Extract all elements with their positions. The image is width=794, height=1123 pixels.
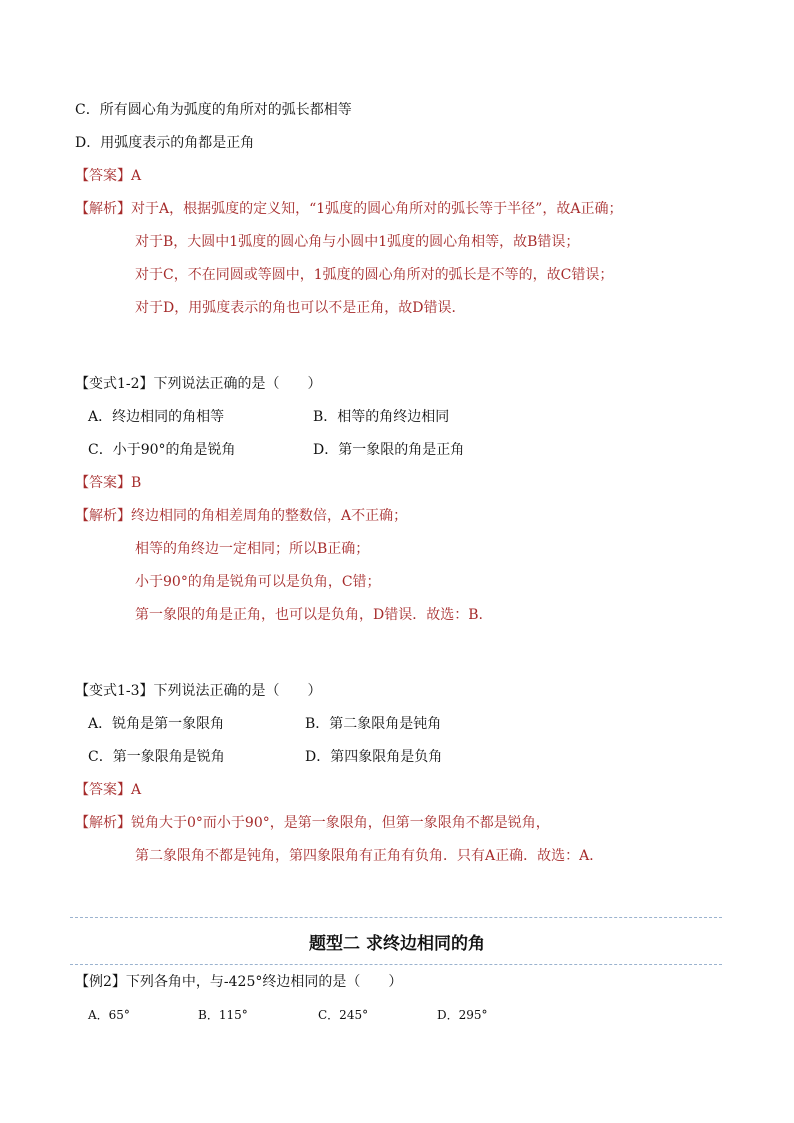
- analysis-row: [75, 814, 550, 832]
- analysis-line: 小于90°的角是锐角可以是负角，C错；: [135, 574, 381, 590]
- option-b: B．相等的角终边相同: [313, 409, 450, 425]
- option-b: B．115°: [198, 1008, 248, 1022]
- question-stem: 【变式1-2】下列说法正确的是（ ）: [75, 376, 322, 392]
- analysis-line: 第一象限的角是正角，也可以是负角，D错误．故选：B.: [135, 607, 483, 623]
- option-d: D．第一象限的角是正角: [313, 442, 465, 458]
- option-c: C．245°: [318, 1008, 369, 1022]
- answer-label: 【答案】: [75, 475, 131, 491]
- option-c: C．所有圆心角为弧度的角所对的弧长都相等: [75, 102, 352, 118]
- answer-label: 【答案】: [75, 782, 131, 798]
- analysis-line: 对于D，用弧度表示的角也可以不是正角，故D错误．: [135, 300, 466, 316]
- option-a: A．锐角是第一象限角: [88, 716, 225, 732]
- option-c: C．第一象限角是锐角: [88, 749, 225, 765]
- question-stem: 【例2】下列各角中，与-425°终边相同的是（ ）: [75, 974, 403, 990]
- section-divider-top: [70, 917, 722, 918]
- analysis-label: 【解析】: [75, 508, 131, 524]
- option-c: C．小于90°的角是锐角: [88, 442, 236, 458]
- answer-label: 【答案】: [75, 168, 131, 184]
- analysis-line: 相等的角终边一定相同；所以B正确；: [135, 541, 370, 557]
- option-d: D．295°: [437, 1008, 488, 1022]
- analysis-row: [75, 507, 407, 525]
- answer-value: B: [131, 475, 142, 491]
- analysis-line: 第二象限角不都是钝角，第四象限角有正角有负角．只有A正确．故选：A．: [135, 848, 604, 864]
- analysis-line: 对于C，不在同圆或等圆中，1弧度的圆心角所对的弧长是不等的，故C错误；: [135, 267, 614, 283]
- analysis-label: 【解析】: [75, 201, 131, 217]
- analysis-line: 对于A，根据弧度的定义知，“1弧度的圆心角所对的弧长等于半径”，故A正确；: [131, 201, 623, 217]
- answer-value: A: [131, 168, 142, 184]
- question-stem: 【变式1-3】下列说法正确的是（ ）: [75, 683, 322, 699]
- option-d: D．用弧度表示的角都是正角: [75, 135, 255, 151]
- section-title: 题型二 求终边相同的角: [309, 934, 485, 954]
- answer-row: [75, 474, 141, 492]
- analysis-line: 锐角大于0°而小于90°，是第一象限角，但第一象限角不都是锐角，: [131, 815, 550, 831]
- option-b: B．第二象限角是钝角: [305, 716, 442, 732]
- section-divider-bottom: [70, 964, 722, 965]
- analysis-label: 【解析】: [75, 815, 131, 831]
- option-a: A．终边相同的角相等: [88, 409, 225, 425]
- option-a: A．65°: [88, 1008, 130, 1022]
- answer-row: [75, 781, 141, 799]
- option-d: D．第四象限角是负角: [305, 749, 443, 765]
- analysis-line: 终边相同的角相差周角的整数倍，A不正确；: [131, 508, 408, 524]
- answer-value: A: [131, 782, 142, 798]
- analysis-row: [75, 200, 622, 218]
- analysis-line: 对于B，大圆中1弧度的圆心角与小圆中1弧度的圆心角相等，故B错误；: [135, 234, 580, 250]
- answer-row: [75, 167, 141, 185]
